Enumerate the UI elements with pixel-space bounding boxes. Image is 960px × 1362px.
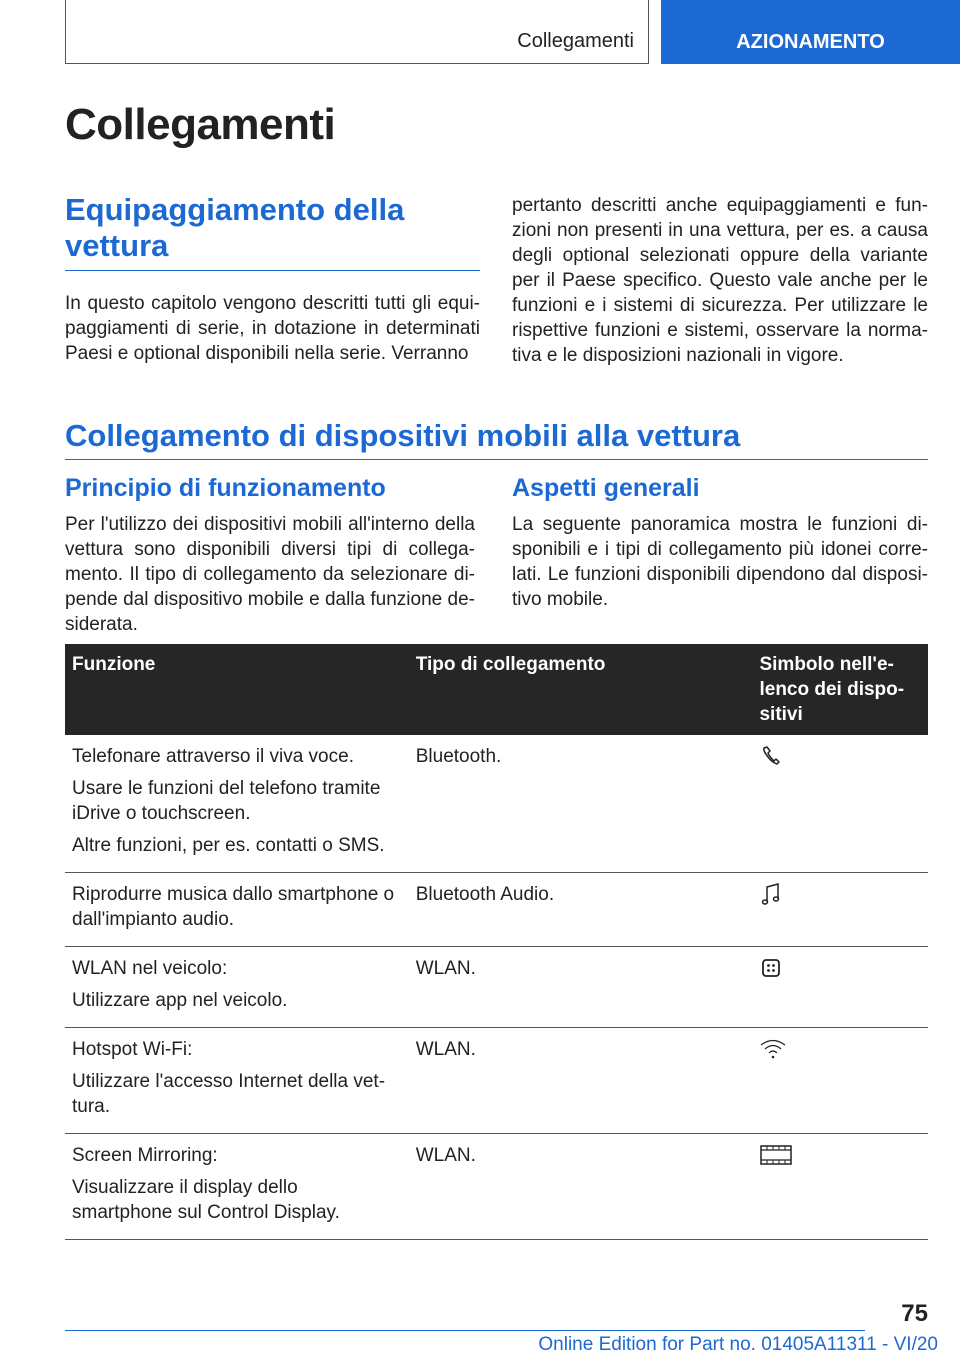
cell-line: Screen Mirroring: [72, 1145, 218, 1166]
paragraph-principio: Per l'utilizzo dei dispositivi mobili all'interno della vettura sono disponibili diversi tipi di collega-mento. Il tipo di collegamento da selezionare di-pende dal dispositivo mobile e dalla funzione de-siderata. [65, 514, 475, 635]
cell-line: Visualizzare il display dello smartphone sul Control Display. [72, 1177, 340, 1223]
cell-line: Telefonare attraverso il viva voce. [72, 746, 354, 767]
table-row [65, 735, 928, 873]
cell-line: Utilizzare app nel veicolo. [72, 990, 288, 1011]
header-chapter-tab[interactable]: AZIONAMENTO [661, 0, 960, 64]
cell-tipo: WLAN. [409, 1028, 753, 1134]
cell-funzione [65, 873, 409, 947]
heading-aspetti: Aspetti generali [512, 474, 700, 502]
screen-mirroring-icon [759, 1143, 921, 1167]
cell-tipo: Bluetooth. [409, 735, 753, 873]
paragraph-equipaggiamento-right: pertanto descritti anche equipaggiamenti e fun-zioni non presenti in una vettura, per es. a causa degli optional selezionati oppure della variante per il Paese specifico. Questo vale anche per le funzioni e i sistemi di sicurezza. Per utilizzare le rispettive funzioni e sistemi, osservare la norma-tiva e le disposizioni nazionali in vigore. [512, 195, 928, 366]
cell-line: Altre funzioni, per es. contatti o SMS. [72, 835, 385, 856]
column-header-funzione: Funzione [65, 644, 409, 735]
cell-simbolo [752, 947, 928, 1028]
heading-equipaggiamento: Equipaggiamento della vettura [65, 192, 405, 263]
cell-funzione [65, 1134, 409, 1240]
page-number: 75 [901, 1300, 928, 1327]
connections-table [65, 644, 928, 1240]
header-section-label: Collegamenti [517, 30, 634, 52]
table-row [65, 1134, 928, 1240]
cell-line: Riprodurre musica dallo smartphone o dall'impianto audio. [72, 884, 395, 930]
cell-line: Hotspot Wi-Fi: [72, 1039, 193, 1060]
cell-line: Usare le funzioni del telefono tramite iDrive o touchscreen. [72, 778, 381, 824]
cell-simbolo [752, 1134, 928, 1240]
cell-funzione [65, 1028, 409, 1134]
page-title: Collegamenti [65, 100, 336, 149]
table-header-row [65, 644, 928, 735]
cell-line: WLAN nel veicolo: [72, 958, 228, 979]
music-note-icon [759, 882, 921, 908]
cell-simbolo [752, 873, 928, 947]
cell-tipo: WLAN. [409, 1134, 753, 1240]
wifi-icon [759, 1037, 921, 1061]
paragraph-equipaggiamento-left: In questo capitolo vengono descritti tutti gli equi-paggiamenti di serie, in dotazione in determinati Paesi e optional disponibili nella serie. Verranno [65, 293, 480, 364]
footer-rule [65, 1330, 865, 1331]
column-header-tipo: Tipo di collegamento [409, 644, 753, 735]
cell-line: Utilizzare l'accesso Internet della vet-tura. [72, 1071, 386, 1117]
header-section-box [65, 0, 649, 64]
app-icon [759, 956, 921, 980]
heading-rule [65, 459, 928, 460]
heading-principio: Principio di funzionamento [65, 474, 386, 502]
cell-funzione [65, 947, 409, 1028]
column-header-simbolo: Simbolo nell'e-lenco dei dispo-sitivi [752, 644, 928, 735]
cell-funzione [65, 735, 409, 873]
cell-tipo: Bluetooth Audio. [409, 873, 753, 947]
heading-collegamento: Collegamento di dispositivi mobili alla vettura [65, 418, 741, 453]
cell-tipo: WLAN. [409, 947, 753, 1028]
footer-edition: Online Edition for Part no. 01405A11311 - VI/20 [538, 1334, 938, 1355]
paragraph-aspetti: La seguente panoramica mostra le funzioni di-sponibili e i tipi di collegamento più idonei corre-lati. Le funzioni disponibili dipendono dal disposi-tivo mobile. [512, 514, 928, 610]
cell-simbolo [752, 1028, 928, 1134]
table-row [65, 1028, 928, 1134]
table-row [65, 947, 928, 1028]
cell-simbolo [752, 735, 928, 873]
phone-handset-icon [759, 744, 921, 768]
heading-rule [65, 270, 480, 271]
table-row [65, 873, 928, 947]
